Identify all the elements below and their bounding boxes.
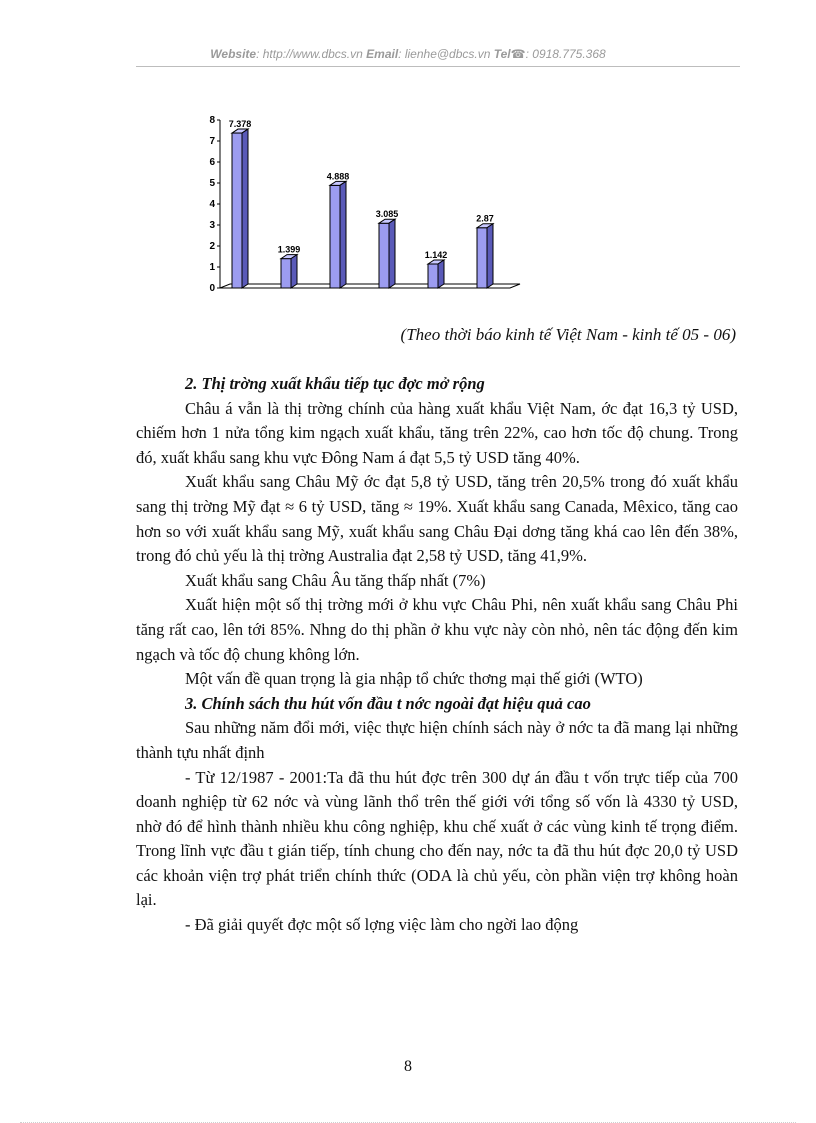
- email-value: : lienhe@dbcs.vn: [398, 47, 491, 61]
- bar-side: [242, 129, 248, 288]
- paragraph: - Từ 12/1987 - 2001:Ta đã thu hút đợc trên 300 dự án đầu t vốn trực tiếp của 700 doanh nghiệp từ 62 nớc và vùng lãnh thổ trên thế giới với tổng số vốn là 4330 tỷ USD, nhờ đó để hình thành nhiều khu công nghiệp, khu chế xuất ở các vùng kinh tế trọng điểm. Trong lĩnh vực đầu t gián tiếp, tính chung cho đến nay, nớc ta đã thu hút đợc 20,0 tỷ USD các khoản viện trợ phát triển chính thức (ODA là chủ yếu, còn phần viện trợ không hoàn lại.: [136, 767, 738, 910]
- website-value: : http://www.dbcs.vn: [256, 47, 363, 61]
- bar: [477, 228, 487, 288]
- data-label: 4.888: [326, 171, 350, 182]
- y-tick-label: 4: [209, 199, 215, 210]
- bar: [379, 223, 389, 288]
- export-bar-chart: [200, 108, 530, 298]
- data-label: 1.142: [424, 250, 448, 261]
- data-label: 2.87: [476, 213, 494, 224]
- bar-side: [438, 260, 444, 288]
- data-label: 7.378: [228, 119, 252, 130]
- bar: [232, 133, 242, 288]
- page-header: [0, 47, 816, 61]
- y-tick-label: 0: [209, 283, 215, 294]
- chart-floor: [220, 284, 520, 288]
- y-tick-label: 3: [209, 220, 215, 231]
- page-number: 8: [404, 1058, 412, 1075]
- bar: [428, 264, 438, 288]
- bar-side: [340, 181, 346, 288]
- chart-source: (Theo thời báo kinh tế Việt Nam - kinh tế 05 - 06): [400, 325, 736, 344]
- y-tick-label: 7: [209, 136, 215, 147]
- email-label: Email: [366, 47, 399, 61]
- paragraph: Xuất khẩu sang Châu Mỹ ớc đạt 5,8 tỷ USD, tăng trên 20,5% trong đó xuất khẩu sang thị trờng Mỹ đạt ≈ 6 tỷ USD, tăng ≈ 19%. Xuất khẩu sang Canada, Mêxico, tăng cao hơn so với xuất khẩu sang Mỹ, xuất khẩu sang Châu Đại dơng tăng khá cao lên đến 38%, trong đó chủ yếu là thị trờng Australia đạt 2,58 tỷ USD, tăng 41,9%.: [136, 472, 738, 566]
- phone-icon: ☎: [510, 47, 526, 61]
- bar-side: [487, 224, 493, 288]
- bar-side: [291, 255, 297, 288]
- y-tick-label: 6: [209, 157, 215, 168]
- paragraph: Xuất hiện một số thị trờng mới ở khu vực Châu Phi, nên xuất khẩu sang Châu Phi tăng rất cao, lên tới 85%. Nhng do thị phần ở khu vực này còn nhỏ, nên tác động đến kim ngạch và tốc độ chung không lớn.: [136, 595, 738, 664]
- y-tick-label: 2: [209, 241, 215, 252]
- paragraph: Xuất khẩu sang Châu Âu tăng thấp nhất (7%): [185, 570, 486, 590]
- y-tick-label: 8: [209, 115, 215, 126]
- website-label: Website: [210, 47, 257, 61]
- tel-label: Tel: [493, 47, 511, 61]
- y-tick-label: 1: [209, 262, 215, 273]
- section-2-heading: 2. Thị trờng xuất khẩu tiếp tục đợc mở rộng: [185, 374, 485, 393]
- header-divider: [136, 66, 740, 67]
- main-content: [136, 372, 738, 938]
- y-tick-label: 5: [209, 178, 215, 189]
- paragraph: Một vấn đề quan trọng là gia nhập tổ chức thơng mại thế giới (WTO): [185, 669, 643, 689]
- tel-value: : 0918.775.368: [525, 47, 606, 61]
- bar: [330, 185, 340, 288]
- paragraph: Châu á vẫn là thị trờng chính của hàng xuất khẩu Việt Nam, ớc đạt 16,3 tỷ USD, chiếm hơn 1 nửa tổng kim ngạch xuất khẩu, tăng trên 22%, cao hơn tốc độ chung. Trong đó, xuất khẩu sang khu vực Đông Nam á đạt 5,5 tỷ USD tăng 40%.: [136, 398, 738, 467]
- paragraph: Sau những năm đổi mới, việc thực hiện chính sách này ở nớc ta đã mang lại những thành tựu nhất định: [136, 718, 738, 762]
- bar-side: [389, 219, 395, 288]
- paragraph: - Đã giải quyết đợc một số lợng việc làm cho ngời lao động: [185, 915, 579, 935]
- data-label: 1.399: [277, 244, 301, 255]
- bar: [281, 259, 291, 288]
- data-label: 3.085: [375, 209, 399, 220]
- section-3-heading: 3. Chính sách thu hút vốn đầu t nớc ngoài đạt hiệu quả cao: [185, 693, 591, 713]
